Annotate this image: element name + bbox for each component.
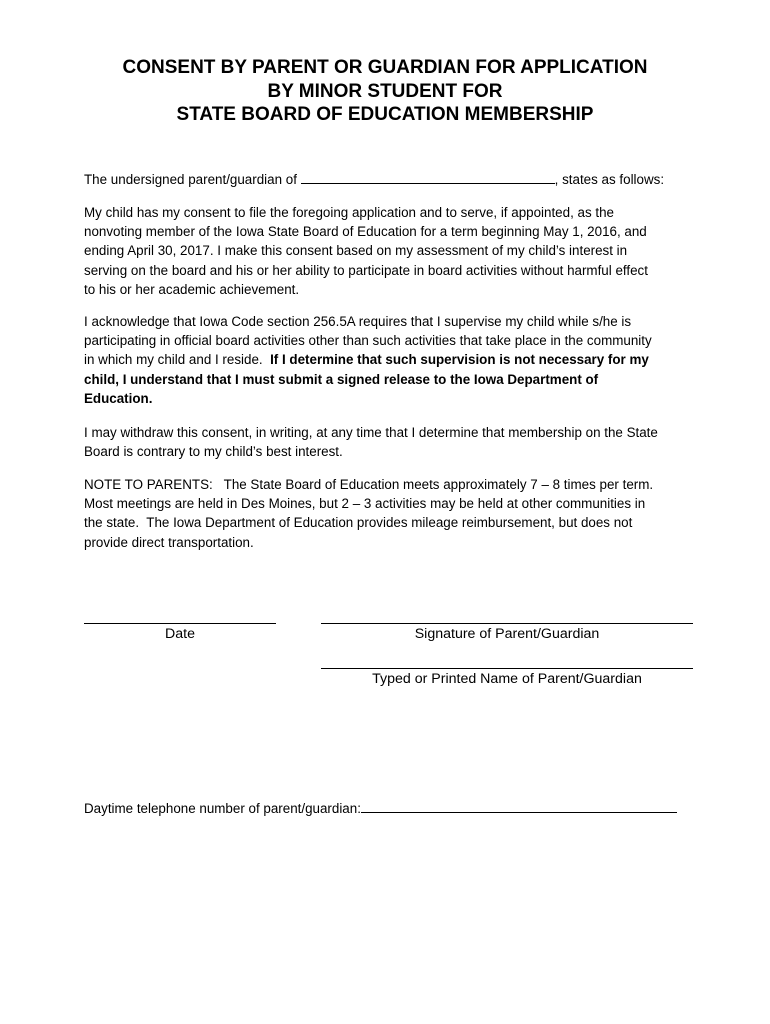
title-line-3: STATE BOARD OF EDUCATION MEMBERSHIP: [176, 104, 594, 125]
note-paragraph: [84, 475, 690, 552]
signature-label: Signature of Parent/Guardian: [414, 626, 600, 642]
form-title: [0, 56, 770, 127]
date-line[interactable]: [84, 623, 276, 624]
note-line: Most meetings are held in Des Moines, but 2 – 3 activities may be held at other communities in: [84, 496, 646, 512]
consent-line: to his or her academic achievement.: [84, 281, 300, 297]
child-name-blank[interactable]: [301, 172, 555, 184]
consent-line: nonvoting member of the Iowa State Board of Education for a term beginning May 1, 2016, and: [84, 224, 647, 240]
withdraw-line: I may withdraw this consent, in writing, at any time that I determine that membership on the State: [84, 425, 658, 440]
acknowledge-line: [84, 350, 690, 369]
consent-line: ending April 30, 2017. I make this consent based on my assessment of my child’s interest in: [84, 243, 628, 259]
date-label: Date: [165, 626, 195, 642]
note-line: the state. The Iowa Department of Education provides mileage reimbursement, but does not: [84, 515, 633, 531]
phone-label: Daytime telephone number of parent/guardian:: [84, 801, 361, 816]
intro-line: [84, 170, 690, 189]
acknowledge-bold-line: Education.: [84, 390, 153, 406]
title-line-1: CONSENT BY PARENT OR GUARDIAN FOR APPLICATION: [122, 57, 648, 78]
printed-name-label: Typed or Printed Name of Parent/Guardian: [372, 671, 642, 687]
acknowledge-text: in which my child and I reside.: [84, 352, 271, 368]
consent-line: serving on the board and his or her ability to participate in board activities without harmful effect: [84, 262, 648, 278]
consent-line: My child has my consent to file the foregoing application and to serve, if appointed, as the: [84, 205, 614, 220]
phone-row: [84, 801, 677, 816]
acknowledge-line: I acknowledge that Iowa Code section 256.5A requires that I supervise my child while s/he is: [84, 314, 632, 329]
title-line-2: BY MINOR STUDENT FOR: [267, 80, 503, 102]
note-line: NOTE TO PARENTS: The State Board of Education meets approximately 7 – 8 times per term.: [84, 477, 654, 492]
intro-text: The undersigned parent/guardian of: [84, 172, 297, 187]
intro-suffix: , states as follows:: [554, 172, 665, 187]
acknowledge-paragraph: [84, 312, 690, 408]
printed-name-line[interactable]: [321, 668, 693, 669]
note-line: provide direct transportation.: [84, 534, 254, 550]
withdraw-line: Board is contrary to my child’s best interest.: [84, 444, 343, 460]
phone-blank[interactable]: [361, 801, 677, 813]
acknowledge-line: participating in official board activities other than such activities that take place in the community: [84, 333, 652, 349]
acknowledge-bold-line: child, I understand that I must submit a signed release to the Iowa Department of: [84, 371, 599, 387]
acknowledge-bold-text: If I determine that such supervision is not necessary for my: [270, 352, 649, 368]
withdraw-paragraph: [84, 423, 690, 461]
signature-line[interactable]: [321, 623, 693, 624]
consent-paragraph: [84, 203, 690, 299]
